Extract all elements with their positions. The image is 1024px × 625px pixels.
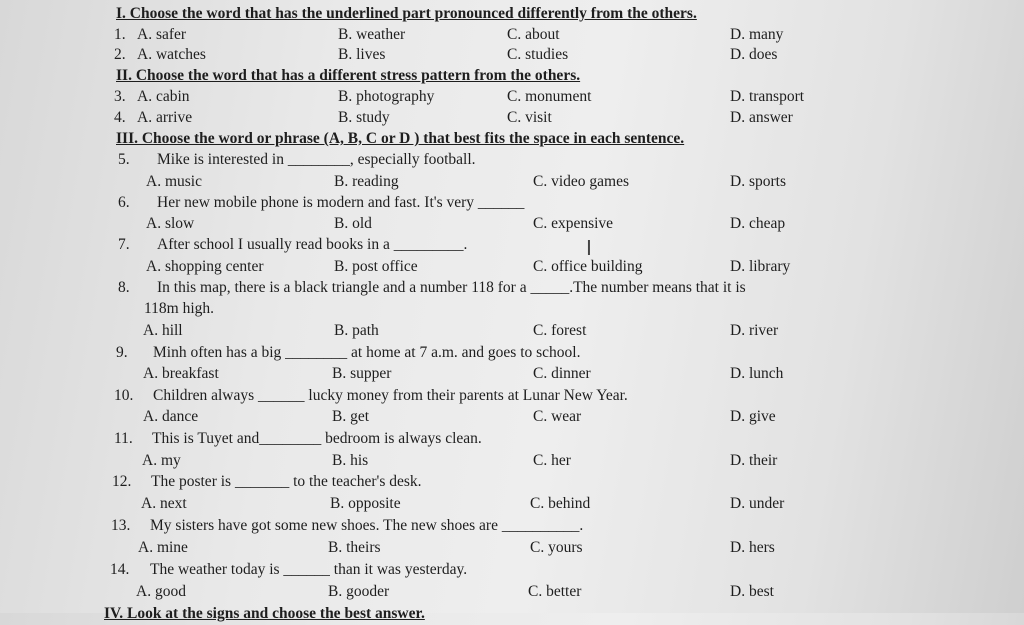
option-b: B. supper [332, 365, 392, 382]
section-2-row [0, 65, 1024, 87]
question-9-options [0, 363, 1024, 385]
option-b: B. opposite [330, 495, 401, 512]
option-a: A. arrive [137, 109, 193, 126]
question-5-options [0, 171, 1024, 193]
question-4-options [0, 107, 1024, 129]
option-c: C. wear [533, 408, 582, 425]
question-5-stem-row [0, 149, 1024, 171]
question-8-stem-row [0, 277, 1024, 299]
option-a: A. shopping center [146, 258, 264, 275]
question-number: 8. [118, 279, 130, 296]
section-3-heading: III. Choose the word or phrase (A, B, C or D ) that best fits the space in each sentence. [116, 130, 685, 147]
section-1-heading: I. Choose the word that has the underlined part pronounced differently from the others. [116, 5, 697, 22]
option-a: A. hill [143, 322, 183, 339]
option-c: C. yours [530, 539, 583, 556]
question-11-stem-row [0, 428, 1024, 450]
question-number: 11. [114, 430, 133, 447]
question-13-stem-row [0, 515, 1024, 537]
option-c: C. behind [530, 495, 591, 512]
option-a: A. slow [146, 215, 195, 232]
section-4-row [0, 603, 1024, 625]
question-12-options [0, 493, 1024, 515]
question-number: 5. [118, 151, 130, 168]
question-number: 14. [110, 561, 130, 578]
option-d: D. under [730, 495, 785, 512]
option-c: C. studies [507, 46, 569, 63]
option-d: D. sports [730, 173, 786, 190]
question-14-stem-row [0, 559, 1024, 581]
question-9-stem-row [0, 342, 1024, 364]
option-d: D. hers [730, 539, 775, 556]
option-b: B. old [334, 215, 372, 232]
option-b: B. study [338, 109, 390, 126]
question-7-stem-row [0, 234, 1024, 256]
question-13-options [0, 537, 1024, 559]
option-c: C. expensive [533, 215, 614, 232]
option-b: B. reading [334, 173, 399, 190]
option-d: D. river [730, 322, 779, 339]
question-number: 7. [118, 236, 130, 253]
question-stem: Minh often has a big ________ at home at 7 a.m. and goes to school. [153, 344, 581, 361]
option-c: C. forest [533, 322, 587, 339]
text-cursor-icon: I [586, 236, 592, 260]
option-b: B. post office [334, 258, 418, 275]
question-stem: Mike is interested in ________, especially football. [157, 151, 476, 168]
question-14-options [0, 581, 1024, 603]
option-a: A. good [136, 583, 186, 600]
question-number: 6. [118, 194, 130, 211]
option-a: A. cabin [137, 88, 190, 105]
question-stem: The weather today is ______ than it was yesterday. [150, 561, 468, 578]
option-a: A. breakfast [143, 365, 219, 382]
option-c: C. office building [533, 258, 643, 275]
question-1-options [0, 24, 1024, 46]
option-b: B. get [332, 408, 370, 425]
option-c: C. about [507, 26, 560, 43]
option-c: C. visit [507, 109, 552, 126]
question-number: 3. [114, 88, 126, 105]
question-11-options [0, 450, 1024, 472]
option-c: C. video games [533, 173, 629, 190]
question-number: 1. [114, 26, 126, 43]
option-a: A. music [146, 173, 202, 190]
option-d: D. cheap [730, 215, 786, 232]
option-a: A. my [142, 452, 181, 469]
option-c: C. dinner [533, 365, 591, 382]
option-c: C. better [528, 583, 582, 600]
question-10-stem-row [0, 385, 1024, 407]
option-d: D. lunch [730, 365, 784, 382]
option-d: D. library [730, 258, 791, 275]
option-b: B. lives [338, 46, 386, 63]
section-3-row [0, 128, 1024, 150]
question-12-stem-row [0, 471, 1024, 493]
option-b: B. path [334, 322, 379, 339]
option-c: C. monument [507, 88, 592, 105]
question-8-stem-continuation [0, 298, 1024, 320]
option-b: B. photography [338, 88, 435, 105]
option-d: D. transport [730, 88, 805, 105]
question-number: 12. [112, 473, 132, 490]
option-d: D. does [730, 46, 778, 63]
option-d: D. best [730, 583, 774, 600]
question-stem: My sisters have got some new shoes. The new shoes are __________. [150, 517, 584, 534]
question-number: 10. [114, 387, 134, 404]
option-b: B. his [332, 452, 369, 469]
question-stem-continued: 118m high. [144, 300, 215, 317]
question-3-options [0, 86, 1024, 108]
question-number: 2. [114, 46, 126, 63]
option-a: A. safer [137, 26, 187, 43]
question-number: 13. [111, 517, 131, 534]
question-number: 4. [114, 109, 126, 126]
question-6-stem-row [0, 192, 1024, 214]
option-c: C. her [533, 452, 571, 469]
section-1-row [0, 3, 1024, 25]
question-6-options [0, 213, 1024, 235]
question-stem: Her new mobile phone is modern and fast. It's very ______ [157, 194, 525, 211]
question-8-options [0, 320, 1024, 342]
option-a: A. dance [143, 408, 199, 425]
option-b: B. gooder [328, 583, 390, 600]
question-stem: After school I usually read books in a _________. [157, 236, 468, 253]
question-2-options [0, 44, 1024, 66]
option-a: A. mine [138, 539, 188, 556]
question-7-options [0, 256, 1024, 278]
question-stem: Children always ______ lucky money from their parents at Lunar New Year. [153, 387, 628, 404]
option-d: D. their [730, 452, 778, 469]
option-b: B. weather [338, 26, 406, 43]
question-number: 9. [116, 344, 128, 361]
option-d: D. answer [730, 109, 793, 126]
option-a: A. watches [137, 46, 206, 63]
question-stem: This is Tuyet and________ bedroom is always clean. [152, 430, 482, 447]
option-b: B. theirs [328, 539, 381, 556]
option-d: D. many [730, 26, 784, 43]
question-stem: In this map, there is a black triangle and a number 118 for a _____.The number means that it is [157, 279, 746, 296]
question-10-options [0, 406, 1024, 428]
option-d: D. give [730, 408, 776, 425]
section-4-heading: IV. Look at the signs and choose the best answer. [104, 605, 425, 622]
question-stem: The poster is _______ to the teacher's desk. [151, 473, 422, 490]
section-2-heading: II. Choose the word that has a different stress pattern from the others. [116, 67, 581, 84]
option-a: A. next [141, 495, 187, 512]
